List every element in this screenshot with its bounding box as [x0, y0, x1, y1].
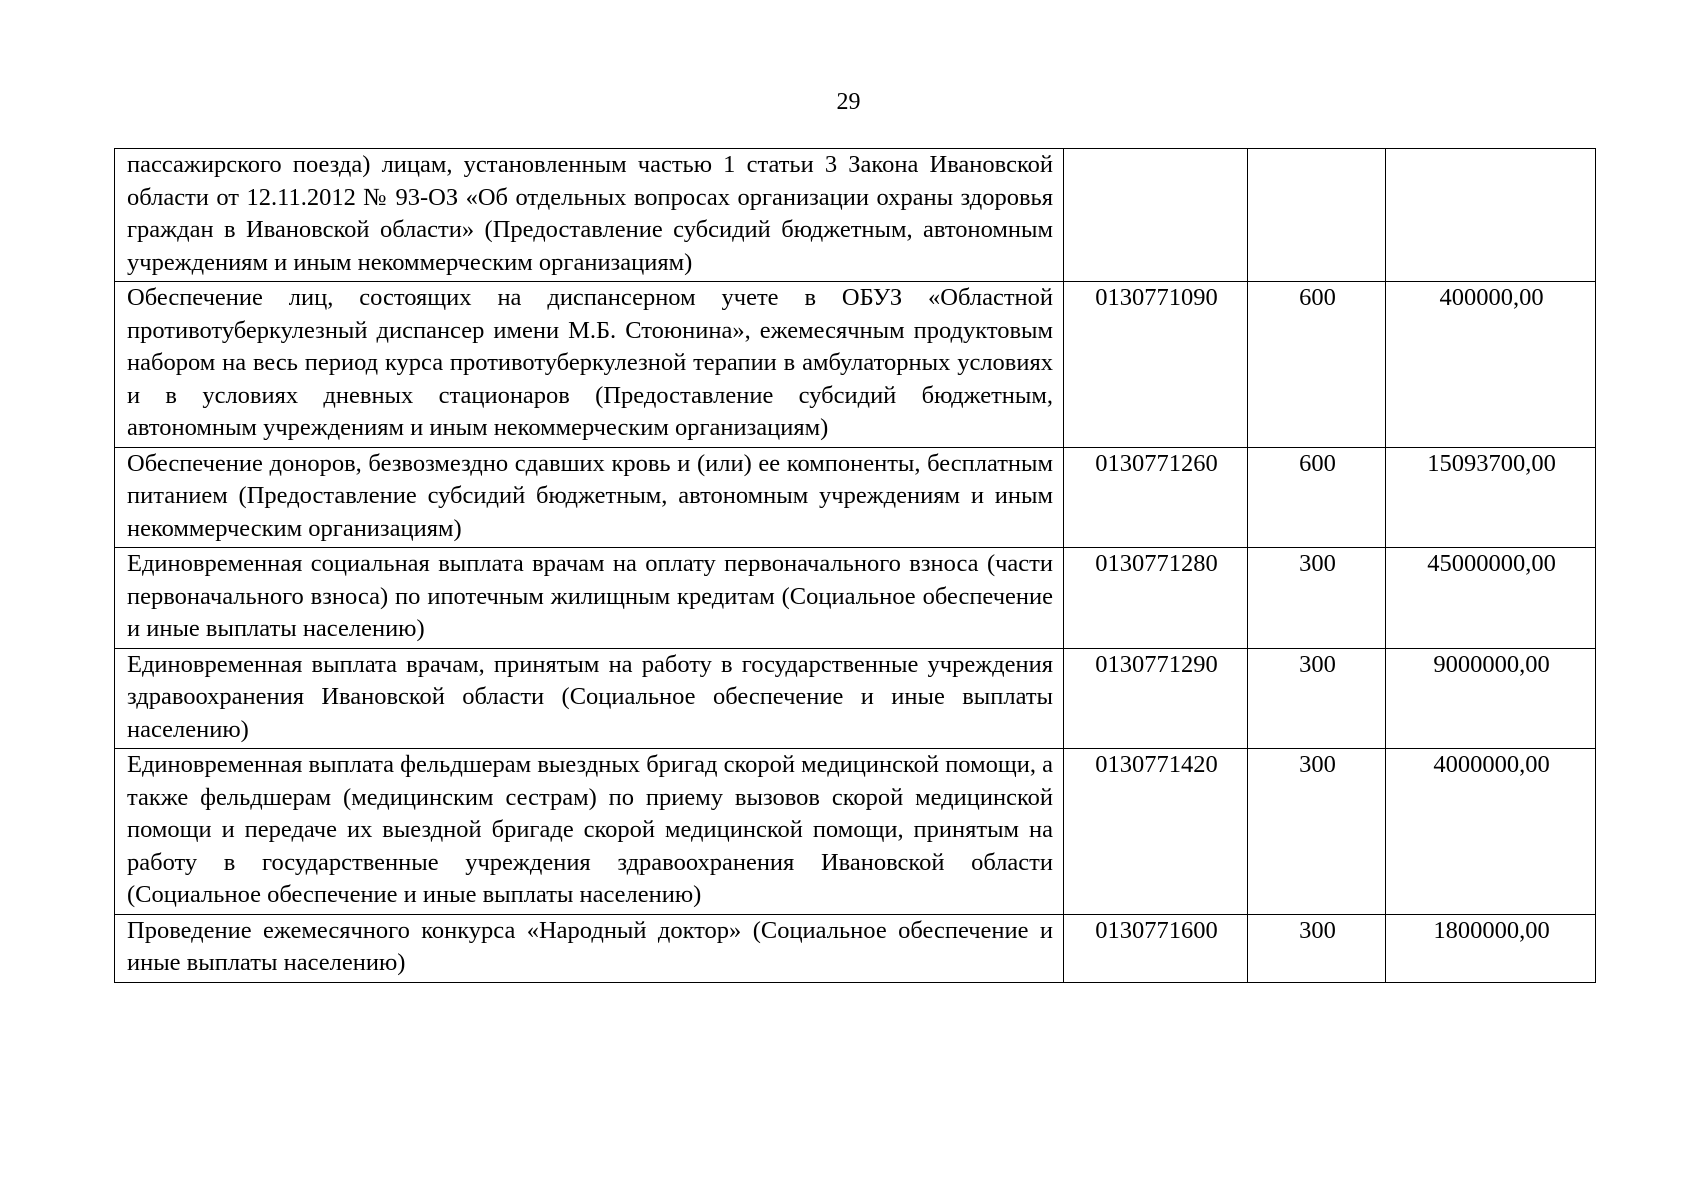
row-target-code: 0130771090 — [1064, 282, 1248, 448]
row-expense-type — [1248, 149, 1386, 282]
row-expense-type: 300 — [1248, 749, 1386, 915]
row-target-code — [1064, 149, 1248, 282]
table-row — [115, 447, 1596, 548]
page-number: 29 — [836, 89, 861, 115]
row-expense-type: 300 — [1248, 648, 1386, 749]
row-expense-type: 600 — [1248, 447, 1386, 548]
row-description: Обеспечение доноров, безвозмездно сдавших кровь и (или) ее компоненты, бесплатным питанием (Предоставление субсидий бюджетным, автономным учреждениям и иным некоммерческим организациям) — [115, 447, 1064, 548]
row-description: пассажирского поезда) лицам, установленным частью 1 статьи 3 Закона Ивановской области от 12.11.2012 № 93-ОЗ «Об отдельных вопросах организации охраны здоровья граждан в Ивановской области» (Предоставление субсидий бюджетным, автономным учреждениям и иным некоммерческим организациям) — [115, 149, 1064, 282]
row-description: Обеспечение лиц, состоящих на диспансерном учете в ОБУЗ «Областной противотуберкулезный диспансер имени М.Б. Стоюнина», ежемесячным продуктовым набором на весь период курса противотуберкулезной терапии в амбулаторных условиях и в условиях дневных стационаров (Предоставление субсидий бюджетным, автономным учреждениям и иным некоммерческим организациям) — [115, 282, 1064, 448]
row-description: Единовременная социальная выплата врачам на оплату первоначального взноса (части первоначального взноса) по ипотечным жилищным кредитам (Социальное обеспечение и иные выплаты населению) — [115, 548, 1064, 649]
row-target-code: 0130771290 — [1064, 648, 1248, 749]
table-row — [115, 149, 1596, 282]
row-amount: 15093700,00 — [1386, 447, 1596, 548]
row-target-code: 0130771600 — [1064, 914, 1248, 982]
table-row — [115, 914, 1596, 982]
row-target-code: 0130771280 — [1064, 548, 1248, 649]
table-row — [115, 648, 1596, 749]
row-expense-type: 300 — [1248, 548, 1386, 649]
row-target-code: 0130771420 — [1064, 749, 1248, 915]
row-target-code: 0130771260 — [1064, 447, 1248, 548]
row-amount — [1386, 149, 1596, 282]
row-description: Единовременная выплата врачам, принятым на работу в государственные учреждения здравоохранения Ивановской области (Социальное обеспечение и иные выплаты населению) — [115, 648, 1064, 749]
row-description: Единовременная выплата фельдшерам выездных бригад скорой медицинской помощи, а также фельдшерам (медицинским сестрам) по приему вызовов скорой медицинской помощи и передаче их выездной бригаде скорой медицинской помощи, принятым на работу в государственные учреждения здравоохранения Ивановской области (Социальное обеспечение и иные выплаты населению) — [115, 749, 1064, 915]
table-row — [115, 548, 1596, 649]
row-amount: 9000000,00 — [1386, 648, 1596, 749]
row-expense-type: 600 — [1248, 282, 1386, 448]
row-amount: 45000000,00 — [1386, 548, 1596, 649]
row-amount: 1800000,00 — [1386, 914, 1596, 982]
table-row — [115, 749, 1596, 915]
table-row — [115, 282, 1596, 448]
row-description: Проведение ежемесячного конкурса «Народный доктор» (Социальное обеспечение и иные выплаты населению) — [115, 914, 1064, 982]
row-amount: 4000000,00 — [1386, 749, 1596, 915]
budget-table — [114, 148, 1596, 983]
row-amount: 400000,00 — [1386, 282, 1596, 448]
row-expense-type: 300 — [1248, 914, 1386, 982]
